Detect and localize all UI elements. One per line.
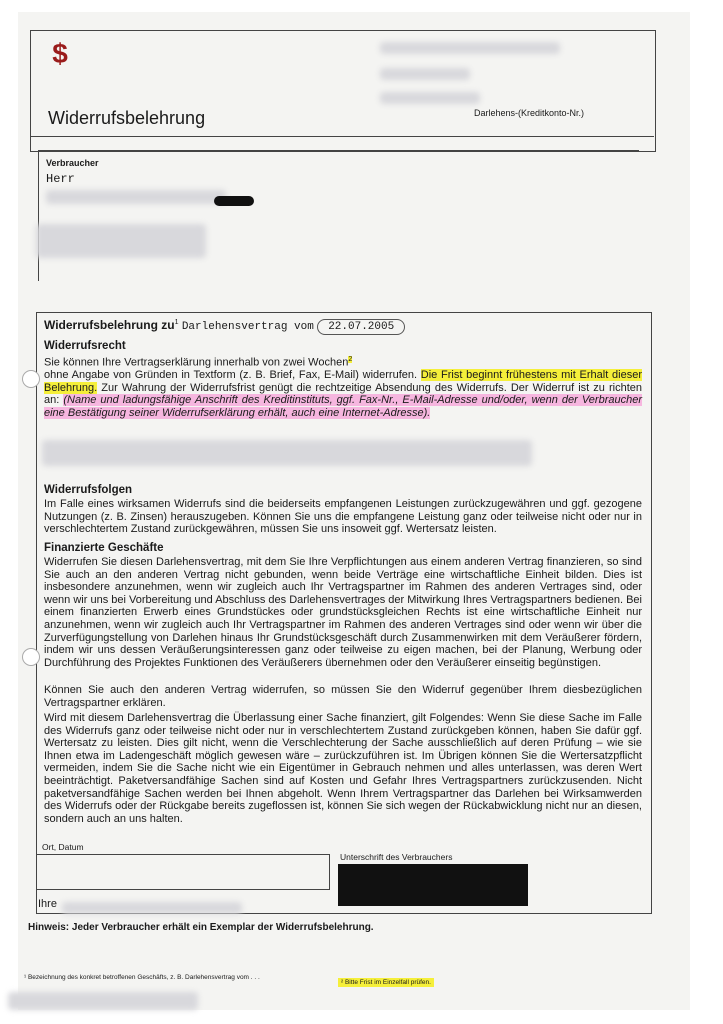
footnote-ref-2: 2: [348, 356, 353, 363]
withdrawal-right-heading: Widerrufsrecht: [44, 340, 126, 352]
footnote-ref-1: 1: [174, 319, 179, 326]
address-instruction-highlight: (Name und ladungsfähige Anschrift des Kreditinstituts, ggf. Fax-Nr., E-Mail-Adresse und/oder, wenn der Verbraucher eine Bestätigung seiner Widerrufserklärung erhält, auch eine Internet-Adresse).: [44, 394, 642, 420]
contract-text: Darlehensvertrag vom: [181, 321, 314, 333]
rr-text3: Zur Wahrung der Widerrufsfrist genügt die rechtzeitige Absendung des Widerrufs. Der Widerruf ist zu richten an:: [44, 381, 642, 407]
consumer-name-blackout: [214, 196, 254, 206]
place-date-field[interactable]: [36, 854, 330, 890]
bank-address-redacted: [380, 42, 560, 54]
place-date-label: Ort, Datum: [42, 842, 84, 852]
contract-date: 22.07.2005: [317, 319, 405, 335]
savings-bank-logo-icon: $: [52, 38, 68, 69]
punch-hole-bottom: [22, 648, 40, 666]
ihre-label: Ihre: [38, 898, 57, 910]
main-heading: [44, 318, 405, 333]
financed-text-1: Widerrufen Sie diesen Darlehensvertrag, mit dem Sie Ihre Verpflichtungen aus einem anderen Vertrag finanzieren, so sind Sie auch an den anderen Vertrag nicht gebunden, wenn beide Verträge eine wirtschaftliche Einheit bilden. Dies ist insbesondere anzunehmen, wenn wir zugleich auch Ihr Vertragspartner im Rahmen des anderen Vertrages sind, oder wenn wir uns bei Vorbereitung und Abschluss des Darlehensvertrages der Mitwirkung Ihres Vertragspartners bedienen. Bei einem finanzierten Erwerb eines Grundstückes oder grundstücksgleichen Rechts ist eine wirtschaftliche Einheit nur anzunehmen, wenn wir zugleich auch Ihr Vertragspartner im Rahmen des anderen Vertrages sind oder wenn wir über die Zurverfügungstellung von Darlehen hinaus Ihr Grundstücksgeschäft durch Zusammenwirken mit dem Veräußerer fördern, indem wir uns dessen Veräußerungsinteressen ganz oder teilweise zu eigen machen, bei der Planung, Werbung oder Durchführung des Projektes Funktionen des Veräußerers übernehmen oder den Veräußerer einseitig begünstigen.: [44, 556, 642, 669]
page-title: Widerrufsbelehrung: [48, 108, 206, 128]
punch-hole-top: [22, 370, 40, 388]
bank-address-redacted-2: [380, 68, 470, 80]
consumer-name-redacted: [46, 190, 226, 204]
bank-address-redacted-3: [380, 92, 480, 104]
hint-text: Hinweis: Jeder Verbraucher erhält ein Exemplar der Widerrufsbelehrung.: [28, 922, 374, 933]
consequences-text: Im Falle eines wirksamen Widerrufs sind die beiderseits empfangenen Leistungen zurückzugewähren und ggf. gezogene Nutzungen (z. B. Zinsen) herauszugeben. Können Sie uns die empfangene Leistung ganz oder teilweise nicht oder nur in verschlechtertem Zustand zurückgewähren, müssen Sie uns insoweit ggf. Wertersatz leisten.: [44, 498, 642, 536]
header-box: [30, 30, 656, 152]
institution-address-redacted: [42, 440, 532, 466]
scanner-watermark-redacted: [8, 992, 198, 1010]
consumer-label: Verbraucher: [46, 158, 99, 168]
financed-heading: Finanzierte Geschäfte: [44, 542, 164, 554]
financed-text-2: Können Sie auch den anderen Vertrag widerrufen, so müssen Sie den Widerruf gegenüber Ihrem diesbezüglichen Vertragspartner erklären.: [44, 684, 642, 709]
consumer-salutation: Herr: [46, 172, 75, 186]
rr-text2: ohne Angabe von Gründen in Textform (z. B. Brief, Fax, E-Mail) widerrufen.: [44, 369, 421, 382]
scanned-page: [18, 12, 690, 1010]
ihre-redacted: [62, 902, 242, 914]
withdrawal-right-text: [44, 354, 642, 420]
financed-text-3: Wird mit diesem Darlehensvertrag die Überlassung einer Sache finanziert, gilt Folgendes: Wenn Sie diese Sache im Falle des Widerrufs ganz oder teilweise nicht oder nur in verschlechtertem Zustand zurückgeben können, haben Sie dafür ggf. Wertersatz zu leisten. Dies gilt nicht, wenn die Verschlechterung der Sache ausschließlich auf deren Prüfung – wie sie Ihnen etwa im Ladengeschäft möglich gewesen wäre – zurückzuführen ist. Im Übrigen können Sie die Wertersatzpflicht vermeiden, indem Sie die Sache nicht wie ein Eigentümer in Gebrauch nehmen und alles unterlassen, was deren Wert beeinträchtigt. Paketversandfähige Sachen sind auf Kosten und Gefahr Ihres Vertragspartners zurückzusenden. Nicht paketversandfähige Sachen werden bei Ihnen abgeholt. Wenn Ihrem Vertragspartner das Darlehen bei Wirksamwerden des Widerrufs oder der Rückgabe bereits zugeflossen ist, können Sie sich wegen der Rückabwicklung nicht nur an diesen, sondern auch an uns halten.: [44, 712, 642, 825]
footnote-2: ² Bitte Frist im Einzelfall prüfen.: [338, 978, 434, 987]
loan-number-label: Darlehens-(Kreditkonto-Nr.): [474, 108, 585, 118]
signature-redacted: [338, 864, 528, 906]
consumer-address-redacted: [36, 224, 206, 258]
signature-label: Unterschrift des Verbrauchers: [340, 852, 453, 862]
heading-text: Widerrufsbelehrung zu: [44, 318, 175, 332]
deadline-highlight: Die Frist beginnt frühestens mit Erhalt dieser Belehrung.: [44, 369, 642, 394]
footnote-1: ¹ Bezeichnung des konkret betroffenen Geschäfts, z. B. Darlehensvertrag vom . . .: [24, 974, 260, 981]
rr-line1: Sie können Ihre Vertragserklärung innerhalb von zwei Wochen: [44, 356, 349, 369]
consumer-box: [38, 150, 639, 281]
title-divider: [30, 136, 654, 137]
consequences-heading: Widerrufsfolgen: [44, 484, 133, 496]
